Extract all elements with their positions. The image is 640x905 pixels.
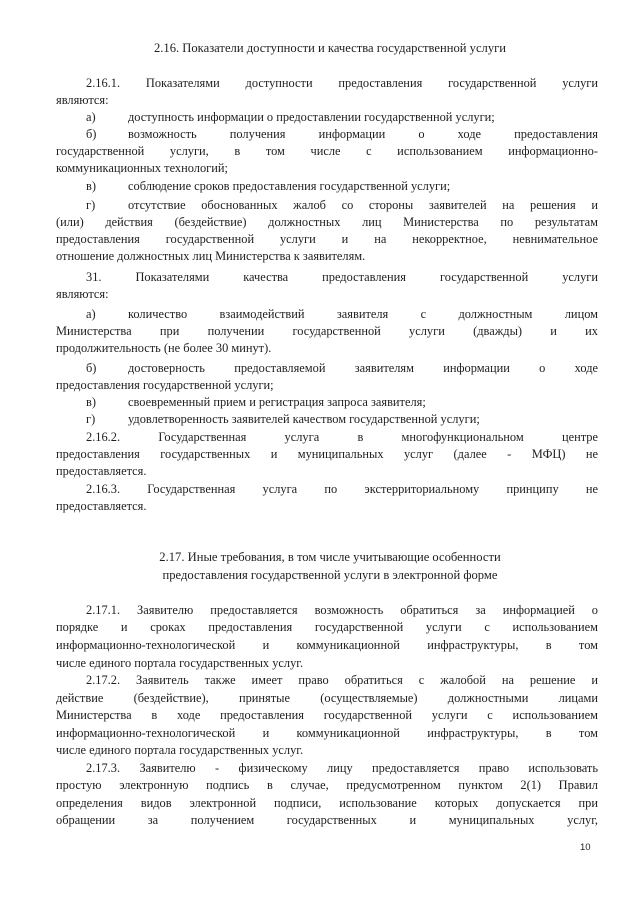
paragraph-2-17-2-line: 2.17.2. Заявитель также имеет право обратиться с жалобой на решение и bbox=[86, 673, 598, 687]
section-heading-2-16: 2.16. Показатели доступности и качества государственной услуги bbox=[153, 41, 507, 55]
paragraph-2-17-3-line: 2.17.3. Заявителю - физическому лицу предоставляется право использовать bbox=[86, 761, 598, 775]
paragraph-2-16-3-line: предоставляется. bbox=[56, 499, 147, 513]
list-item-text: предоставления государственной услуги и на некорректное, невнимательное bbox=[56, 232, 598, 246]
list-item-text: достоверность предоставляемой заявителям информации о ходе bbox=[128, 361, 598, 375]
list-item-text: соблюдение сроков предоставления государственной услуги; bbox=[128, 179, 451, 193]
list-item-text: количество взаимодействий заявителя с должностным лицом bbox=[128, 307, 598, 321]
paragraph-2-17-3-line: обращении за получением государственных и муниципальных услуг, bbox=[56, 813, 598, 827]
paragraph-2-17-2-line: числе единого портала государственных услуг. bbox=[56, 743, 304, 757]
paragraph-2-17-1-line: числе единого портала государственных услуг. bbox=[56, 656, 304, 670]
paragraph-2-17-1-line: 2.17.1. Заявителю предоставляется возможность обратиться за информацией о bbox=[86, 603, 598, 617]
paragraph-2-17-1-line: информационно-технологической и коммуникационной инфраструктуры, в том bbox=[56, 638, 598, 652]
page-number: 10 bbox=[580, 842, 591, 853]
list-item-text: доступность информации о предоставлении государственной услуги; bbox=[128, 110, 495, 124]
paragraph-2-17-3-line: простую электронную подпись в случае, предусмотренном пунктом 2(1) Правил bbox=[56, 778, 598, 792]
paragraph-2-16-2-line: предоставления государственных и муниципальных услуг (далее - МФЦ) не bbox=[56, 447, 598, 461]
list-item-text: удовлетворенность заявителей качеством государственной услуги; bbox=[128, 412, 480, 426]
list-item-text: своевременный прием и регистрация запроса заявителя; bbox=[128, 395, 426, 409]
paragraph-2-17-2-line: информационно-технологической и коммуникационной инфраструктуры, в том bbox=[56, 726, 598, 740]
paragraph-2-17-2-line: действие (бездействие), принятые (осуществляемые) должностными лицами bbox=[56, 691, 598, 705]
paragraph-2-16-2-line: предоставляется. bbox=[56, 464, 147, 478]
paragraph-2-16-2-line: 2.16.2. Государственная услуга в многофункциональном центре bbox=[86, 430, 598, 444]
list-item-text: возможность получения информации о ходе предоставления bbox=[128, 127, 598, 141]
list-item-text: отсутствие обоснованных жалоб со стороны заявителей на решения и bbox=[128, 198, 598, 212]
section-heading-2-17: 2.17. Иные требования, в том числе учитывающие особенности bbox=[159, 550, 501, 564]
list-marker: а) bbox=[86, 110, 96, 124]
list-marker: г) bbox=[86, 198, 96, 212]
list-marker: г) bbox=[86, 412, 96, 426]
paragraph-31-line: являются: bbox=[56, 287, 109, 301]
list-marker: б) bbox=[86, 127, 97, 141]
paragraph-2-17-1-line: порядке и сроках предоставления государственной услуги с использованием bbox=[56, 620, 598, 634]
list-item-text: предоставления государственной услуги; bbox=[56, 378, 274, 392]
paragraph-2-16-1-line: 2.16.1. Показателями доступности предоставления государственной услуги bbox=[86, 76, 598, 90]
list-marker: б) bbox=[86, 361, 97, 375]
list-item-text: Министерства при получении государственной услуги (дважды) и их bbox=[56, 324, 598, 338]
list-marker: в) bbox=[86, 179, 96, 193]
list-item-text: (или) действия (бездействие) должностных лиц Министерства по результатам bbox=[56, 215, 598, 229]
paragraph-2-17-3-line: определения видов электронной подписи, использование которых допускается при bbox=[56, 796, 598, 810]
paragraph-2-16-1-line: являются: bbox=[56, 93, 109, 107]
paragraph-2-17-2-line: Министерства в ходе предоставления государственной услуги с использованием bbox=[56, 708, 598, 722]
section-heading-2-17: предоставления государственной услуги в электронной форме bbox=[162, 568, 498, 582]
list-item-text: отношение должностных лиц Министерства к заявителям. bbox=[56, 249, 366, 263]
list-marker: а) bbox=[86, 307, 96, 321]
paragraph-31-line: 31. Показателями качества предоставления государственной услуги bbox=[86, 270, 598, 284]
list-item-text: государственной услуги, в том числе с использованием информационно- bbox=[56, 144, 598, 158]
list-item-text: продолжительность (не более 30 минут). bbox=[56, 341, 272, 355]
list-marker: в) bbox=[86, 395, 96, 409]
paragraph-2-16-3-line: 2.16.3. Государственная услуга по экстерриториальному принципу не bbox=[86, 482, 598, 496]
list-item-text: коммуникационных технологий; bbox=[56, 161, 228, 175]
